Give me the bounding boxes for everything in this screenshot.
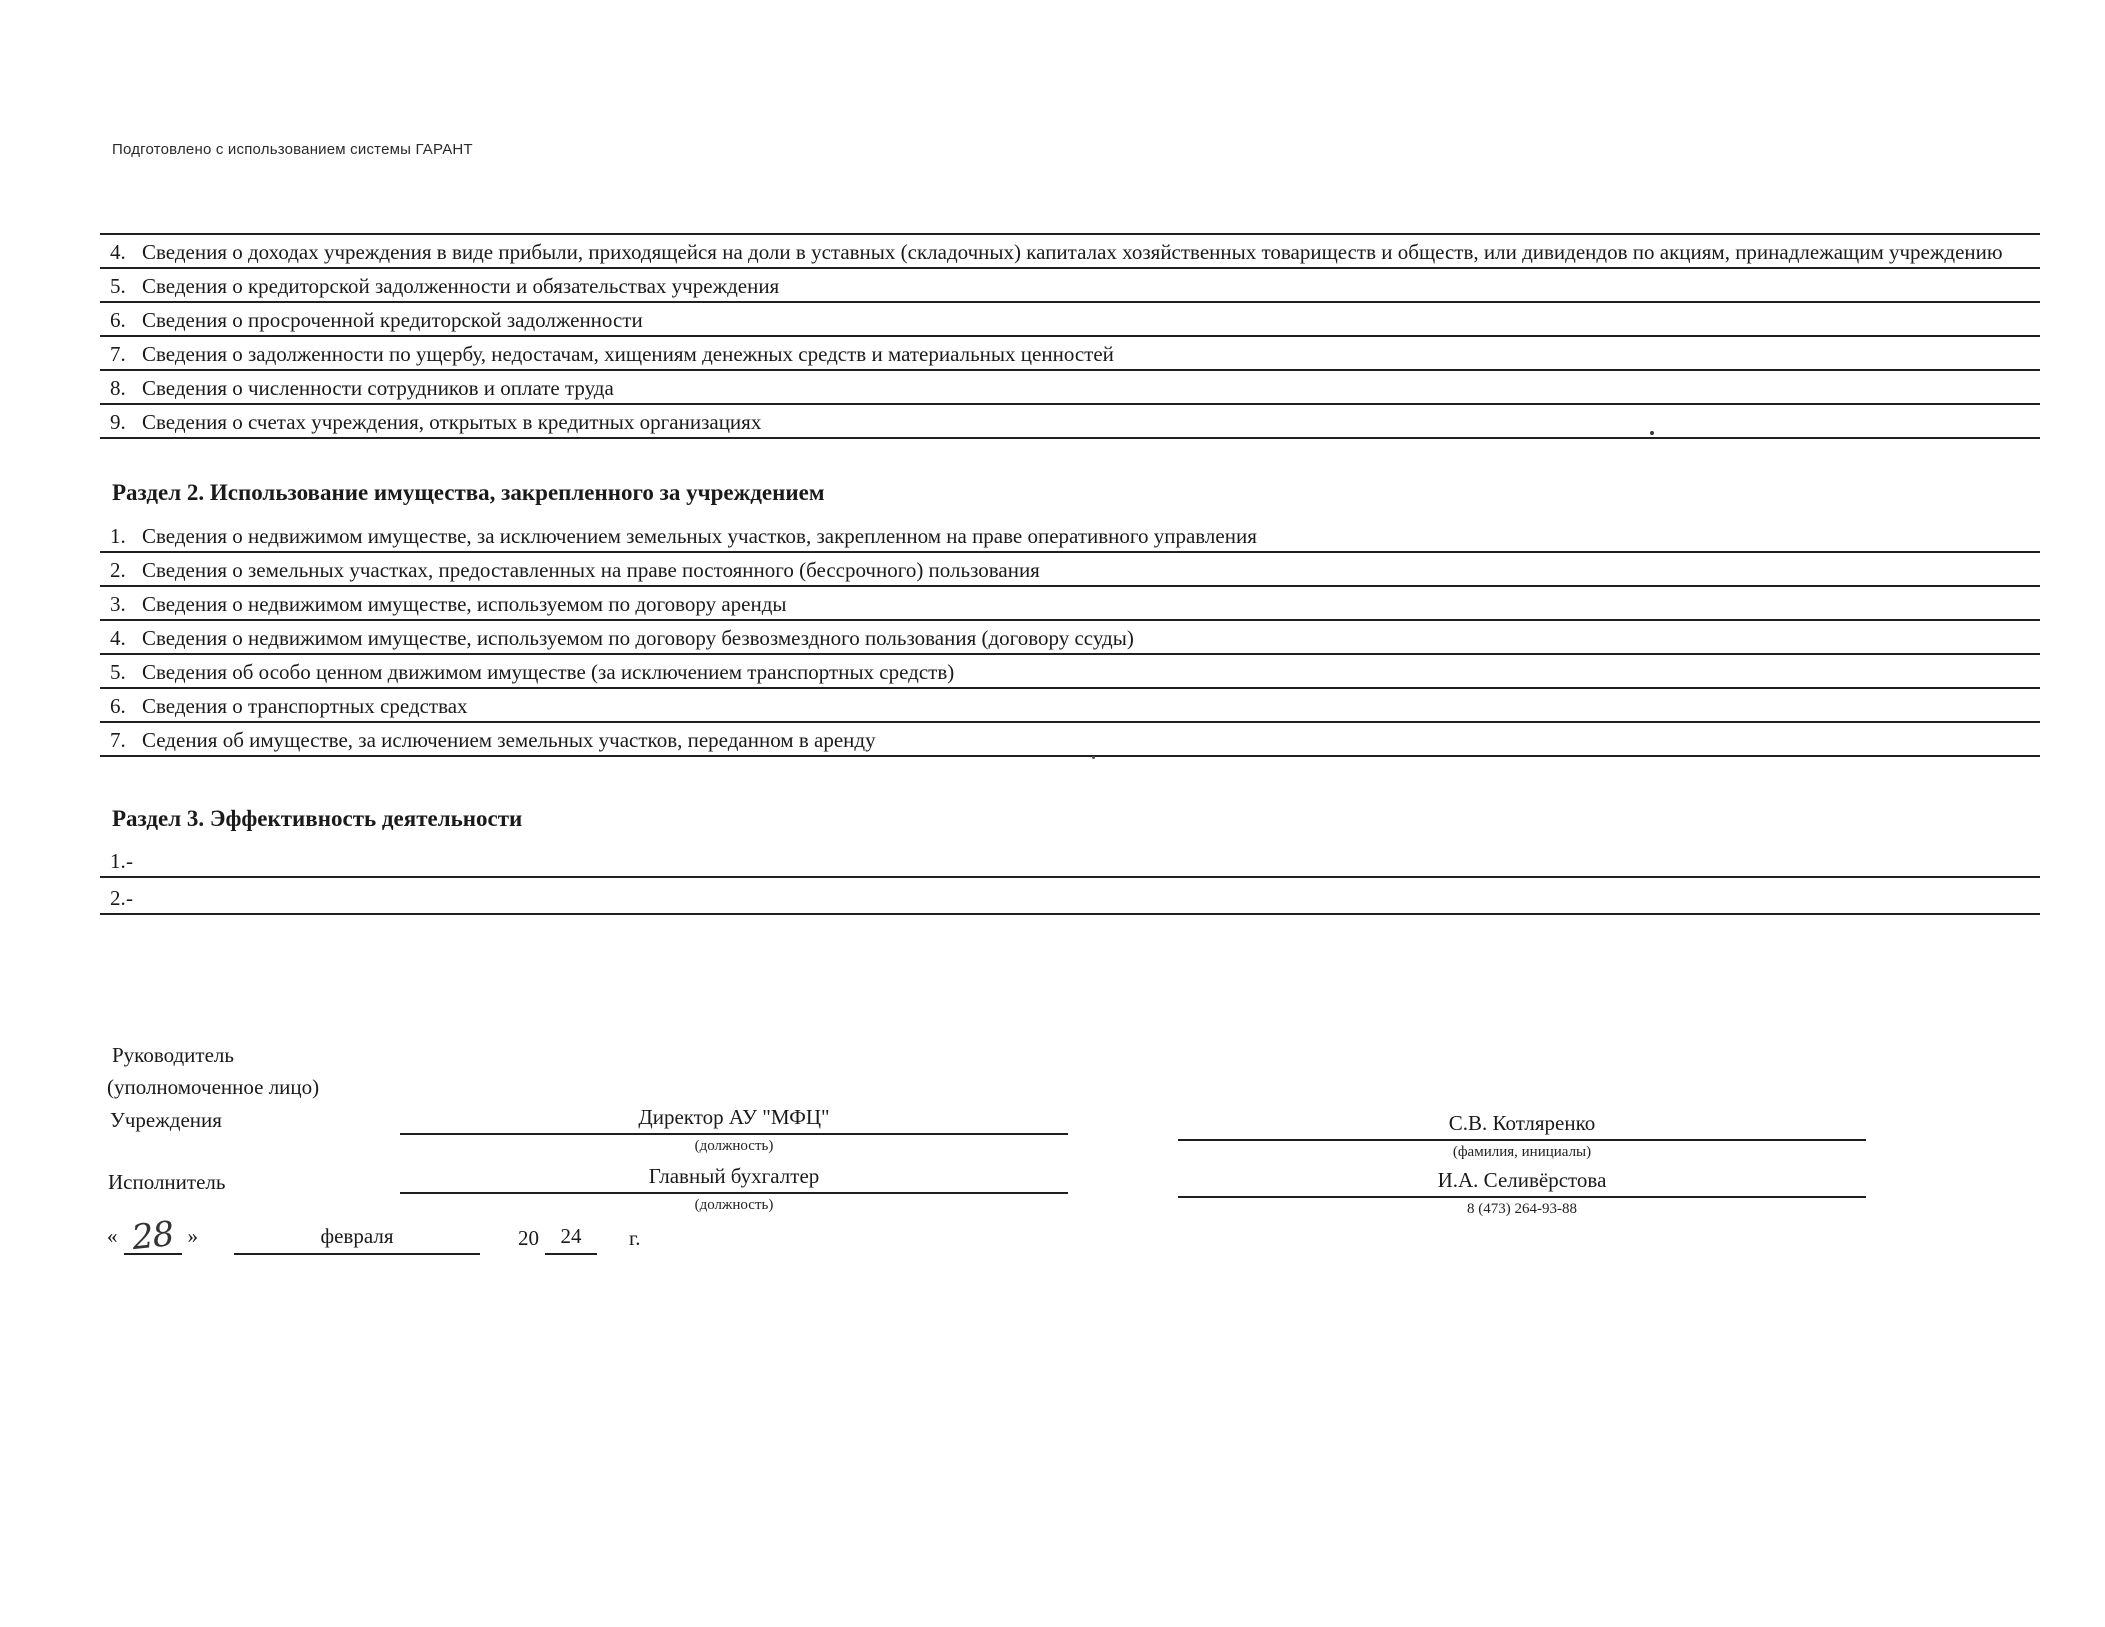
date-close-quote: »	[187, 1224, 198, 1248]
head-label-line3: Учреждения	[110, 1108, 222, 1132]
item-number: 8.	[110, 376, 126, 400]
executor-name-cell	[1178, 1167, 1866, 1218]
item-text: Сведения о задолженности по ущербу, недостачам, хищениям денежных средств и материальных ценностей	[142, 342, 1114, 366]
scan-speck	[1650, 431, 1654, 435]
item-number: 1.	[110, 849, 126, 873]
head-position-value: Директор АУ "МФЦ"	[400, 1104, 1068, 1135]
scan-speck	[1092, 756, 1095, 759]
garant-watermark: Подготовлено с использованием системы ГАРАНТ	[112, 141, 473, 158]
item-number: 6.	[110, 308, 126, 332]
head-name-cell	[1178, 1110, 1866, 1161]
section3-title: Раздел 3. Эффективность деятельности	[112, 806, 523, 831]
item-number: 1.	[110, 524, 126, 548]
item-text: Сведения о недвижимом имуществе, за исключением земельных участков, закрепленном на праве оперативного управления	[142, 524, 1257, 548]
executor-name-value: И.А. Селивёрстова	[1178, 1167, 1866, 1198]
item-number: 2.	[110, 886, 126, 910]
executor-position-cell	[400, 1163, 1068, 1214]
item-text: Сведения об особо ценном движимом имуществе (за исключением транспортных средств)	[142, 660, 955, 684]
item-text: Седения об имуществе, за ислючением земельных участков, переданном в аренду	[142, 728, 876, 752]
head-position-cell	[400, 1104, 1068, 1155]
date-century: 20	[518, 1226, 539, 1250]
date-year-unit: г.	[629, 1226, 641, 1250]
item-number: 2.	[110, 558, 126, 582]
head-name-caption: (фамилия, инициалы)	[1452, 1144, 1592, 1160]
item-text: Сведения о недвижимом имуществе, используемом по договору безвозмездного пользования (договору ссуды)	[142, 626, 1134, 650]
item-text: Сведения о счетах учреждения, открытых в кредитных организациях	[142, 410, 762, 434]
executor-position-caption: (должность)	[694, 1197, 774, 1213]
head-label-line2: (уполномоченное лицо)	[107, 1075, 320, 1099]
item-text: Сведения о доходах учреждения в виде прибыли, приходящейся на доли в уставных (складочных) капиталах хозяйственных товариществ и обществ, или дивидендов по акциям, принадлежащим учреждению	[142, 240, 2003, 264]
head-name-value: С.В. Котляренко	[1178, 1110, 1866, 1141]
item-number: 5.	[110, 274, 126, 298]
item-text: -	[126, 886, 133, 910]
head-label-line1: Руководитель	[112, 1043, 234, 1067]
date-open-quote: «	[107, 1224, 118, 1248]
executor-label: Исполнитель	[108, 1170, 226, 1194]
item-number: 4.	[110, 240, 126, 264]
item-number: 4.	[110, 626, 126, 650]
head-position-caption: (должность)	[694, 1138, 774, 1154]
item-text: Сведения о численности сотрудников и оплате труда	[142, 376, 614, 400]
date-month-field: февраля	[234, 1224, 480, 1255]
executor-phone: 8 (473) 264-93-88	[1467, 1201, 1577, 1217]
section2-title: Раздел 2. Использование имущества, закрепленного за учреждением	[112, 480, 825, 505]
item-text: -	[126, 849, 133, 873]
item-text: Сведения о кредиторской задолженности и обязательствах учреждения	[142, 274, 780, 298]
item-number: 3.	[110, 592, 126, 616]
handwritten-day: 28	[129, 1213, 176, 1259]
date-row	[107, 1213, 641, 1259]
item-number: 6.	[110, 694, 126, 718]
item-number: 5.	[110, 660, 126, 684]
item-text: Сведения о недвижимом имуществе, используемом по договору аренды	[142, 592, 787, 616]
item-text: Сведения о земельных участках, предоставленных на праве постоянного (бессрочного) пользования	[142, 558, 1040, 582]
executor-position-value: Главный бухгалтер	[400, 1163, 1068, 1194]
item-number: 9.	[110, 410, 126, 434]
item-text: Сведения о транспортных средствах	[142, 694, 468, 718]
date-year-field: 24	[545, 1224, 597, 1255]
date-day-field	[124, 1213, 182, 1259]
item-number: 7.	[110, 342, 126, 366]
item-text: Сведения о просроченной кредиторской задолженности	[142, 308, 643, 332]
item-number: 7.	[110, 728, 126, 752]
